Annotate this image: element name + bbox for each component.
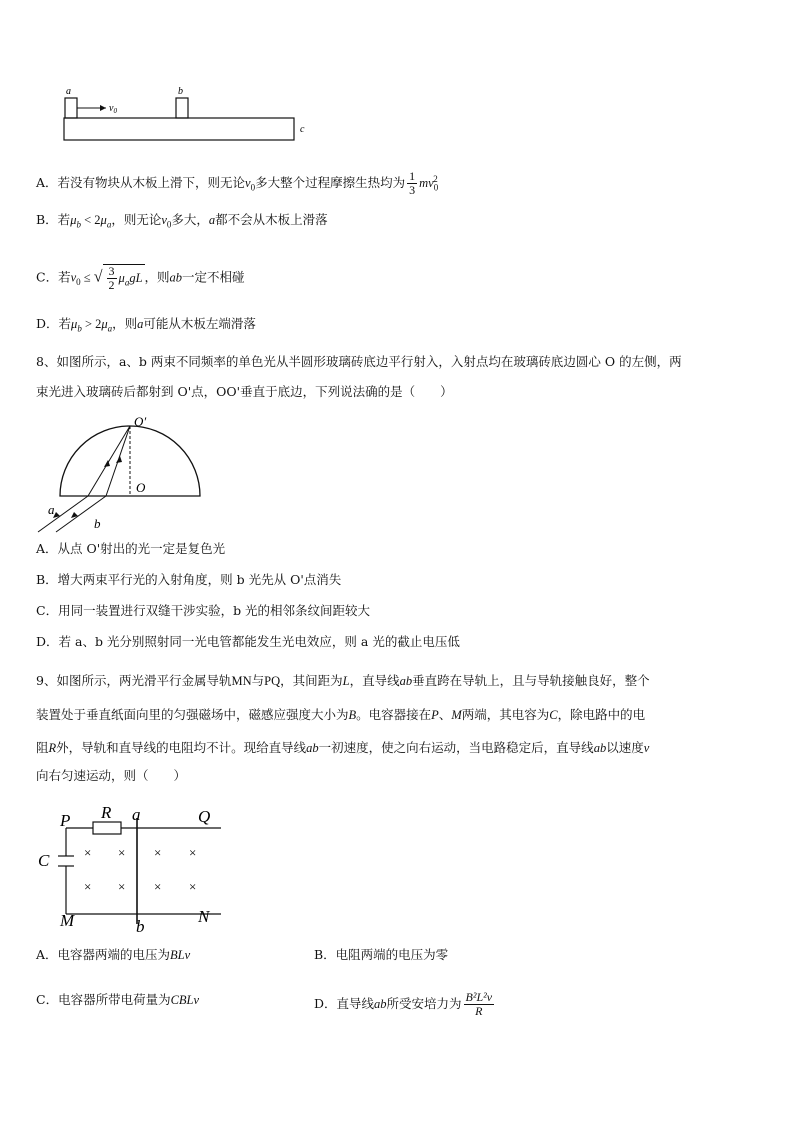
svg-text:×: ×: [154, 845, 162, 860]
label-p: P: [60, 811, 71, 830]
label-a: a: [66, 86, 71, 97]
label-o-prime: O′: [134, 414, 147, 429]
q9-stem-line3: 阻R外，导轨和直导线的电阻均不计。现给直导线ab一初速度，使之向右运动，当电路稳定后，直导线ab以速度v: [36, 740, 650, 755]
label-q: Q: [198, 807, 211, 826]
q9-option-a: A．电容器两端的电压为BLv: [36, 947, 191, 962]
label-v0: v: [109, 103, 114, 114]
q9-option-d: D．直导线ab所受安培力为 $\frac{\text{B²L²v}}{R}$: [314, 990, 493, 1018]
svg-text:×: ×: [189, 879, 197, 894]
svg-text:v0: $v_0$: [109, 103, 117, 115]
svg-text:×: ×: [118, 845, 126, 860]
svg-text:×: ×: [189, 845, 197, 860]
label-r: R: [101, 803, 112, 822]
q9-stem-line2: 装置处于垂直纸面向里的匀强磁场中，磁感应强度大小为B。电容器接在P、M两端，其电容为C，除电路中的电: [36, 707, 646, 722]
label-n: N: [198, 907, 210, 926]
magnetic-field-marks: [84, 845, 196, 894]
q7-option-a: A．若没有物块从木板上滑下，则无论$v_0$多大整个过程摩擦生热均为 $\frac{1}{3}$ $mv_0^2$: [36, 169, 439, 198]
q9-stem-line4: 向右匀速运动，则（ ）: [36, 768, 187, 783]
q7-option-b: B．若$\mu_b < 2\mu_a$，则无论$v_0$多大，a都不会从木板上滑落: [36, 212, 328, 230]
q8-stem-line1: 8、如图所示，a、b 两束不同频率的单色光从半圆形玻璃砖底边平行射入，入射点均在玻璃砖底边圆心 O 的左侧，两: [36, 354, 682, 369]
q8-option-a: A．从点 O'射出的光一定是复色光: [36, 541, 226, 556]
q7-option-c: C．若$v_0$ ≤ √ $\frac{3}{2}$ $\mu_agL$ ，则ab一定不相碰: [36, 264, 245, 292]
q9-option-c: C．电容器所带电荷量为CBLv: [36, 992, 200, 1007]
block-board-figure: [50, 84, 310, 144]
q8-option-d: D．若 a、b 光分别照射同一光电管都能发生光电效应，则 a 光的截止电压低: [36, 634, 460, 649]
svg-text:×: ×: [84, 845, 92, 860]
label-c: C: [38, 851, 50, 870]
svg-text:×: ×: [84, 879, 92, 894]
q7-option-d: D．若$\mu_b > 2\mu_a$，则a可能从木板左端滑落: [36, 316, 256, 334]
q8-stem-line2: 束光进入玻璃砖后都射到 O'点，OO'垂直于底边，下列说法确的是（ ）: [36, 384, 453, 399]
q8-option-b: B．增大两束平行光的入射角度，则 b 光先从 O'点消失: [36, 572, 342, 587]
label-ray-b: b: [94, 516, 101, 531]
label-b: b: [136, 917, 145, 936]
label-o: O: [136, 480, 146, 495]
q9-option-b: B．电阻两端的电压为零: [314, 947, 449, 962]
label-m: M: [60, 911, 75, 930]
q9-stem-line1: 9、如图所示，两光滑平行金属导轨MN与PQ，其间距为L，直导线ab垂直跨在导轨上，且与导轨接触良好，整个: [36, 673, 650, 688]
q8-option-c: C．用同一装置进行双缝干涉实验，b 光的相邻条纹间距较大: [36, 603, 371, 618]
label-b: b: [178, 86, 183, 97]
label-a: a: [132, 805, 141, 824]
rail-circuit-figure: [36, 800, 236, 938]
svg-text:×: ×: [154, 879, 162, 894]
semicircle-glass-figure: [36, 412, 206, 534]
svg-text:×: ×: [118, 879, 126, 894]
label-c: c: [300, 124, 305, 135]
label-ray-a: a: [48, 502, 55, 517]
